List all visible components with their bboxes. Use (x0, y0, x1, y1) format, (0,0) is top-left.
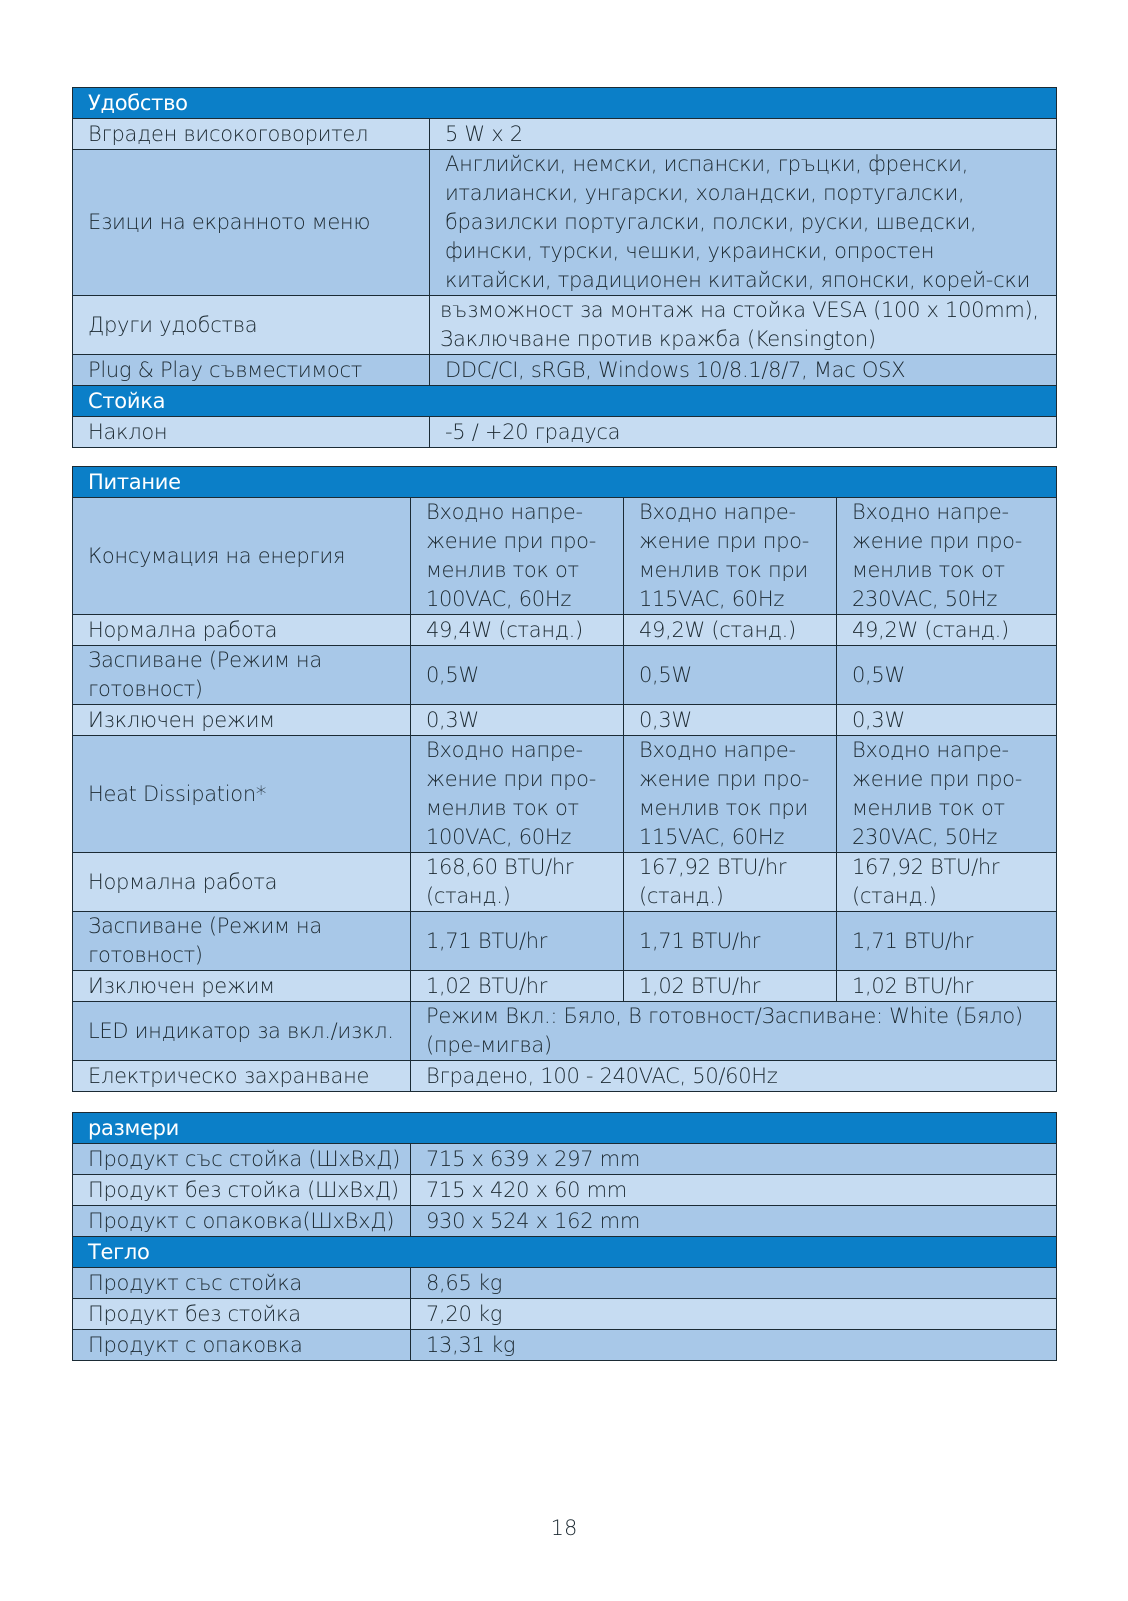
table-row (73, 615, 1057, 646)
row-label: Продукт без стойка (ШxВxД) (73, 1175, 411, 1206)
table-row (73, 417, 1057, 448)
row-label: LED индикатор за вкл./изкл. (73, 1002, 411, 1061)
section-title: Стойка (73, 386, 1057, 417)
row-value: 49,4W (станд.) (411, 615, 624, 646)
voltage-cell: Входно напре-жение при про-менлив ток от 100VAC, 60Hz (411, 736, 624, 853)
row-value: 1,71 BTU/hr (837, 912, 1057, 971)
row-label: Заспиване (Режим на готовност) (73, 912, 411, 971)
table-row (73, 646, 1057, 705)
table-row (73, 912, 1057, 971)
row-value: 8,65 kg (411, 1268, 1057, 1299)
row-value: 1,02 BTU/hr (837, 971, 1057, 1002)
row-value: 5 W x 2 (430, 119, 1057, 150)
voltage-cell: Входно напре-жение при про-менлив ток от 230VAC, 50Hz (837, 498, 1057, 615)
section-header-weight (73, 1237, 1057, 1268)
section-header-stand (73, 386, 1057, 417)
section-title: Тегло (73, 1237, 1057, 1268)
row-label: Продукт с опаковка(ШxВxД) (73, 1206, 411, 1237)
table-row (73, 853, 1057, 912)
dimensions-weight-table (72, 1112, 1057, 1361)
row-label: Електрическо захранване (73, 1061, 411, 1092)
row-value: -5 / +20 градуса (430, 417, 1057, 448)
row-label: Heat Dissipation* (73, 736, 411, 853)
section-header-convenience (73, 88, 1057, 119)
row-label: Езици на екранното меню (73, 150, 430, 296)
row-label: Продукт със стойка (ШxВxД) (73, 1144, 411, 1175)
convenience-table (72, 87, 1057, 448)
row-value: 1,02 BTU/hr (624, 971, 837, 1002)
row-value: 1,71 BTU/hr (624, 912, 837, 971)
row-value: 715 x 420 x 60 mm (411, 1175, 1057, 1206)
row-value: 167,92 BTU/hr (станд.) (624, 853, 837, 912)
section-header-dimensions (73, 1113, 1057, 1144)
voltage-cell: Входно напре-жение при про-менлив ток при 115VAC, 60Hz (624, 736, 837, 853)
row-value: възможност за монтаж на стойка VESA (100 x 100mm), Заключване против кражба (Kensington) (430, 296, 1057, 355)
row-label: Нормална работа (73, 853, 411, 912)
section-title: Удобство (73, 88, 1057, 119)
page-number: 18 (550, 1516, 578, 1540)
table-row (73, 1268, 1057, 1299)
row-value: Режим Вкл.: Бяло, В готовност/Заспиване: White (Бяло) (пре-мигва) (411, 1002, 1057, 1061)
row-value: 167,92 BTU/hr (станд.) (837, 853, 1057, 912)
row-value: 0,5W (411, 646, 624, 705)
voltage-cell: Входно напре-жение при про-менлив ток при 115VAC, 60Hz (624, 498, 837, 615)
table-row (73, 1144, 1057, 1175)
row-label: Други удобства (73, 296, 430, 355)
table-row (73, 1175, 1057, 1206)
table-row (73, 1299, 1057, 1330)
table-row (73, 296, 1057, 355)
table-row (73, 736, 1057, 853)
table-row (73, 119, 1057, 150)
section-header-power (73, 467, 1057, 498)
row-label: Консумация на енергия (73, 498, 411, 615)
row-value: 13,31 kg (411, 1330, 1057, 1361)
row-value: 0,3W (624, 705, 837, 736)
row-label: Продукт с опаковка (73, 1330, 411, 1361)
voltage-cell: Входно напре-жение при про-менлив ток от 230VAC, 50Hz (837, 736, 1057, 853)
row-label: Продукт без стойка (73, 1299, 411, 1330)
table-row (73, 1330, 1057, 1361)
row-value: 0,5W (837, 646, 1057, 705)
row-value: 1,71 BTU/hr (411, 912, 624, 971)
row-value: 0,3W (837, 705, 1057, 736)
table-row (73, 355, 1057, 386)
row-value: 0,5W (624, 646, 837, 705)
table-row (73, 150, 1057, 296)
row-value: Вградено, 100 - 240VAC, 50/60Hz (411, 1061, 1057, 1092)
table-row (73, 1061, 1057, 1092)
table-row (73, 498, 1057, 615)
row-label: Заспиване (Режим на готовност) (73, 646, 411, 705)
row-value: 1,02 BTU/hr (411, 971, 624, 1002)
row-value: 168,60 BTU/hr (станд.) (411, 853, 624, 912)
row-value: 7,20 kg (411, 1299, 1057, 1330)
table-row (73, 705, 1057, 736)
row-value: 930 x 524 x 162 mm (411, 1206, 1057, 1237)
table-row (73, 1206, 1057, 1237)
row-value: DDC/CI, sRGB, Windows 10/8.1/8/7, Mac OSX (430, 355, 1057, 386)
row-value: 49,2W (станд.) (624, 615, 837, 646)
table-row (73, 1002, 1057, 1061)
row-label: Нормална работа (73, 615, 411, 646)
row-label: Изключен режим (73, 971, 411, 1002)
row-value: 0,3W (411, 705, 624, 736)
power-table (72, 466, 1057, 1092)
section-title: Питание (73, 467, 1057, 498)
row-value: Английски, немски, испански, гръцки, френски, италиански, унгарски, холандски, португалски, бразилски португалски, полски, руски, шведски, фински, турски, чешки, украински, опростен китайски, традиционен китайски, японски, корей-ски (430, 150, 1057, 296)
section-title: размери (73, 1113, 1057, 1144)
row-value: 49,2W (станд.) (837, 615, 1057, 646)
row-value: 715 x 639 x 297 mm (411, 1144, 1057, 1175)
row-label: Продукт със стойка (73, 1268, 411, 1299)
row-label: Plug & Play съвместимост (73, 355, 430, 386)
row-label: Наклон (73, 417, 430, 448)
row-label: Вграден високоговорител (73, 119, 430, 150)
row-label: Изключен режим (73, 705, 411, 736)
table-row (73, 971, 1057, 1002)
voltage-cell: Входно напре-жение при про-менлив ток от 100VAC, 60Hz (411, 498, 624, 615)
